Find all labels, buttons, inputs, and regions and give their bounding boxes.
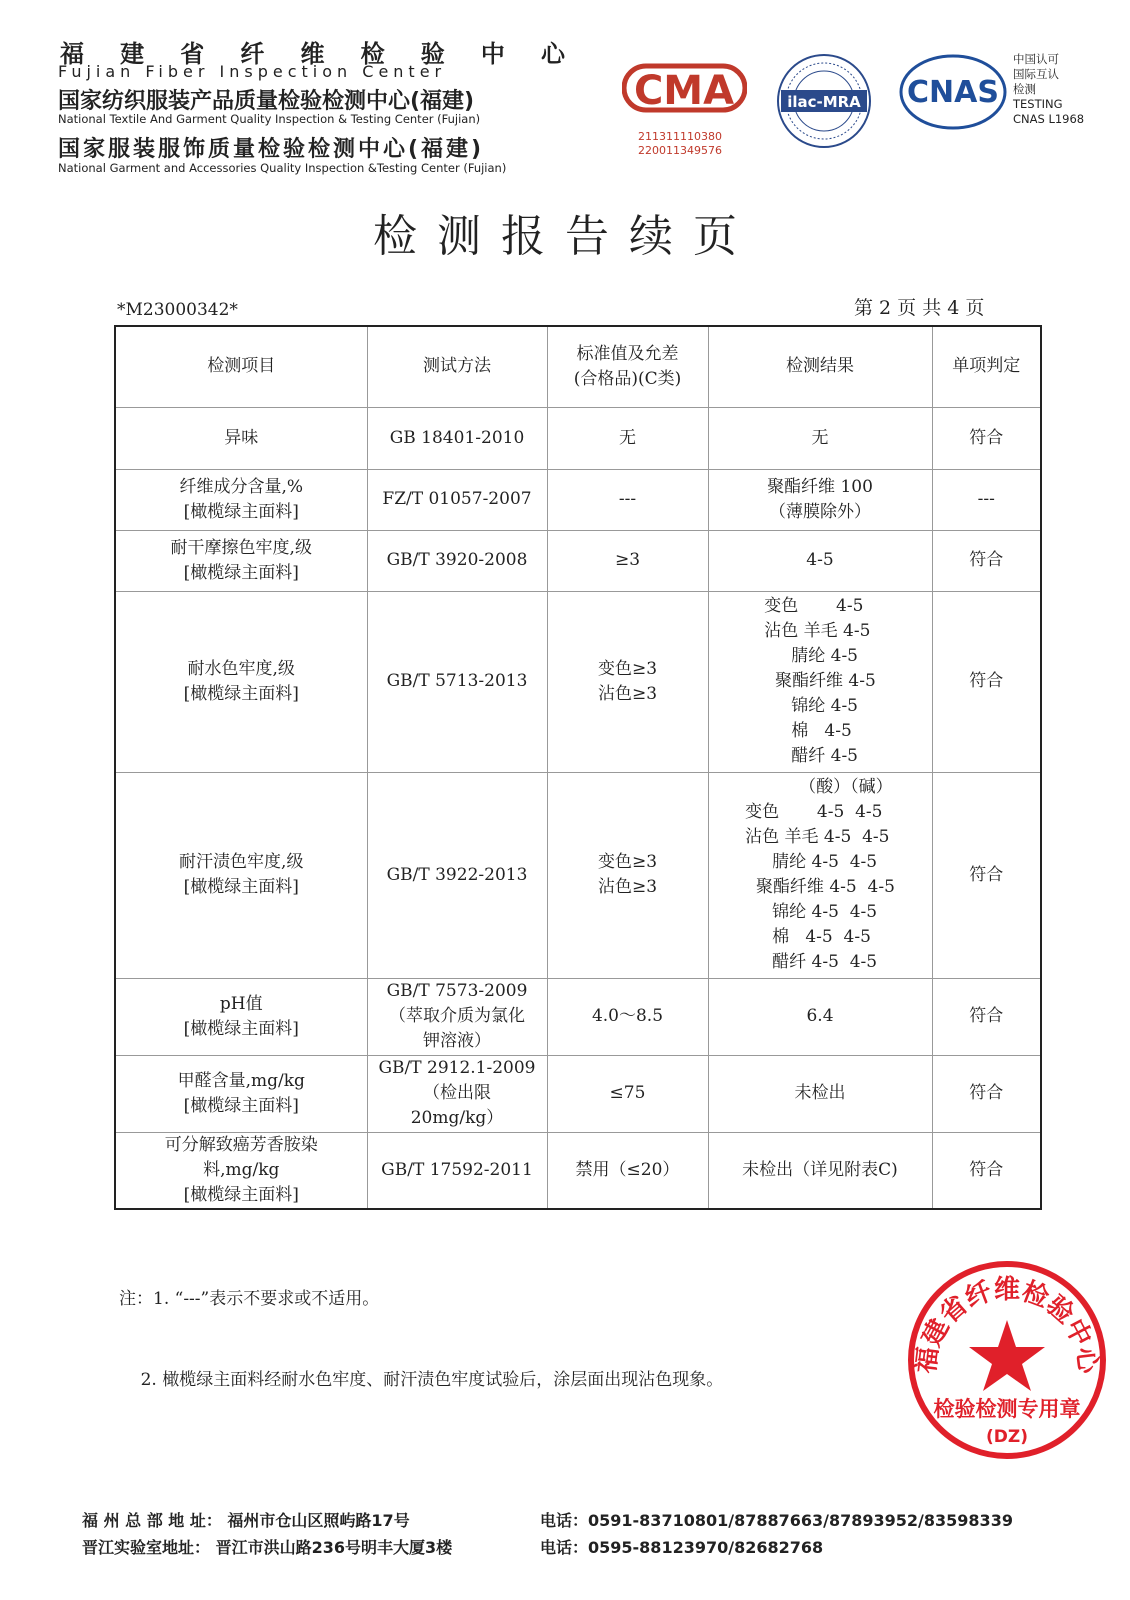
method-cell: GB/T 3920-2008 [367,530,547,591]
standard-cell: ≥3 [547,530,708,591]
verdict-cell: 符合 [932,407,1041,469]
method-cell [367,1055,547,1132]
standard-cell: 无 [547,407,708,469]
note-line: 注：1. “---”表示不要求或不适用。 [119,1289,380,1309]
page-indicator: 第 2 页 共 4 页 [854,297,985,319]
header-cell [547,326,708,407]
item-cell [115,469,367,530]
result-text: 变色 4-5 沾色 羊毛 4-5 腈纶 4-5 聚酯纤维 4-5 锦纶 4-5 棉 4-5 醋纤 4-5 [764,596,876,766]
standard-cell: --- [547,469,708,530]
seal-ring-text: 福建省纤维检验中心 [911,1275,1103,1376]
note-line: 2. 橄榄绿主面料经耐水色牢度、耐汗渍色牢度试验后，涂层面出现沾色现象。 [119,1370,724,1390]
item-cell [115,772,367,978]
cma-label: CMA [633,68,735,114]
table-row [115,1132,1041,1209]
official-seal-icon [905,1258,1109,1462]
header-cell: 检测项目 [115,326,367,407]
table-row [115,772,1041,978]
item-cell [115,1132,367,1209]
standard-cell [547,591,708,772]
notes [119,1232,723,1421]
cnas-label: CNAS [907,75,999,110]
table-row [115,591,1041,772]
ilac-mra-logo-icon [775,52,873,150]
item-text: 耐干摩擦色牢度,级 [橄榄绿主面料] [170,537,312,583]
standard-cell: 禁用（≤20） [547,1132,708,1209]
method-cell: GB/T 17592-2011 [367,1132,547,1209]
org-char: 纤 [240,40,265,68]
item-text: pH值 [橄榄绿主面料] [183,993,299,1039]
document-title: 检测报告续页 [373,211,757,262]
standard-cell: ≤75 [547,1055,708,1132]
org-char: 检 [360,40,385,68]
result-text: （酸）（碱） 变色 4-5 4-5 沾色 羊毛 4-5 4-5 腈纶 4-5 4-5 聚酯纤维 4-5 4-5 锦纶 4-5 4-5 棉 4-5 4-5 醋纤 4-5 4-5 [745,777,895,972]
cnas-line: 国际互认 [1013,67,1059,81]
cnas-line: CNAS L1968 [1013,112,1085,126]
verdict-cell: 符合 [932,772,1041,978]
verdict-cell: 符合 [932,530,1041,591]
cnas-side-text [1013,52,1084,127]
org-char: 心 [541,40,565,68]
jj-address: 晋江实验室地址： 晋江市洪山路236号明丰大厦3楼 [82,1538,453,1557]
table-header-row [115,326,1041,407]
cma-numbers [638,130,722,158]
item-cell [115,978,367,1055]
table-row [115,530,1041,591]
result-cell: 无 [708,407,932,469]
header-cell: 检测结果 [708,326,932,407]
cnas-line: 中国认可 [1013,52,1059,66]
verdict-cell: 符合 [932,591,1041,772]
verdict-cell: --- [932,469,1041,530]
item-text: 耐水色牢度,级 [橄榄绿主面料] [183,658,299,704]
center1-name-en: National Textile And Garment Quality Inspection & Testing Center (Fujian) [58,112,481,126]
result-cell [708,772,932,978]
report-number: *M23000342* [117,300,238,320]
cma-number: 211311110380 [638,130,722,143]
item-cell [115,1055,367,1132]
result-cell: 6.4 [708,978,932,1055]
result-cell [708,469,932,530]
center2-name-en: National Garment and Accessories Quality Inspection &Testing Center (Fujian) [58,161,507,175]
org-char: 验 [420,40,445,68]
result-cell: 未检出（详见附表C) [708,1132,932,1209]
org-char: 中 [480,40,505,68]
method-text: GB/T 2912.1-2009 （检出限 20mg/kg） [378,1058,536,1128]
org-char: 福 [60,40,84,68]
result-cell [708,591,932,772]
item-text: 甲醛含量,mg/kg [橄榄绿主面料] [177,1070,305,1116]
cnas-line: 检测 [1013,82,1036,96]
org-name-en: Fujian Fiber Inspection Center [58,62,447,81]
method-text: GB/T 7573-2009 （萃取介质为氯化 钾溶液） [386,981,528,1051]
cnas-line: TESTING [1013,97,1063,111]
item-cell: 异味 [115,407,367,469]
table-row [115,469,1041,530]
standard-cell: 4.0～8.5 [547,978,708,1055]
center1-name-cn: 国家纺织服装产品质量检验检测中心(福建) [58,89,475,114]
cma-logo-icon [622,58,747,118]
results-table [114,325,1042,1210]
method-cell: GB/T 3922-2013 [367,772,547,978]
result-cell: 4-5 [708,530,932,591]
result-cell: 未检出 [708,1055,932,1132]
header-cell-text: 标准值及允差 (合格品)(C类) [573,343,682,389]
table-row [115,978,1041,1055]
seal-code: (DZ) [986,1427,1028,1447]
jj-phone: 电话：0595-88123970/82682768 [540,1538,824,1557]
center2-name-cn: 国家服装服饰质量检验检测中心(福建) [58,137,485,162]
ilac-label: ilac-MRA [787,93,861,111]
item-text: 可分解致癌芳香胺染 料,mg/kg [橄榄绿主面料] [164,1134,318,1205]
cma-number: 220011349576 [638,144,722,157]
table-row [115,407,1041,469]
seal-inner-text: 检验检测专用章 [933,1397,1081,1421]
table-row [115,1055,1041,1132]
org-char: 建 [120,40,145,68]
org-char: 省 [180,40,205,68]
org-char: 维 [300,40,325,68]
item-cell [115,530,367,591]
verdict-cell: 符合 [932,1132,1041,1209]
hq-address: 福 州 总 部 地 址： 福州市仓山区照屿路17号 [82,1511,410,1530]
method-cell: GB 18401-2010 [367,407,547,469]
result-text: 聚酯纤维 100 （薄膜除外） [767,476,873,522]
standard-cell [547,772,708,978]
verdict-cell: 符合 [932,978,1041,1055]
header-cell: 单项判定 [932,326,1041,407]
standard-text: 变色≥3 沾色≥3 [597,658,658,704]
cnas-logo-icon [898,52,1008,132]
method-cell: FZ/T 01057-2007 [367,469,547,530]
method-cell [367,978,547,1055]
hq-phone: 电话：0591-83710801/87887663/87893952/83598339 [540,1511,1013,1530]
item-text: 耐汗渍色牢度,级 [橄榄绿主面料] [179,852,304,897]
item-cell [115,591,367,772]
item-text: 纤维成分含量,% [橄榄绿主面料] [179,476,304,522]
method-cell: GB/T 5713-2013 [367,591,547,772]
header-cell: 测试方法 [367,326,547,407]
standard-text: 变色≥3 沾色≥3 [597,852,658,897]
verdict-cell: 符合 [932,1055,1041,1132]
